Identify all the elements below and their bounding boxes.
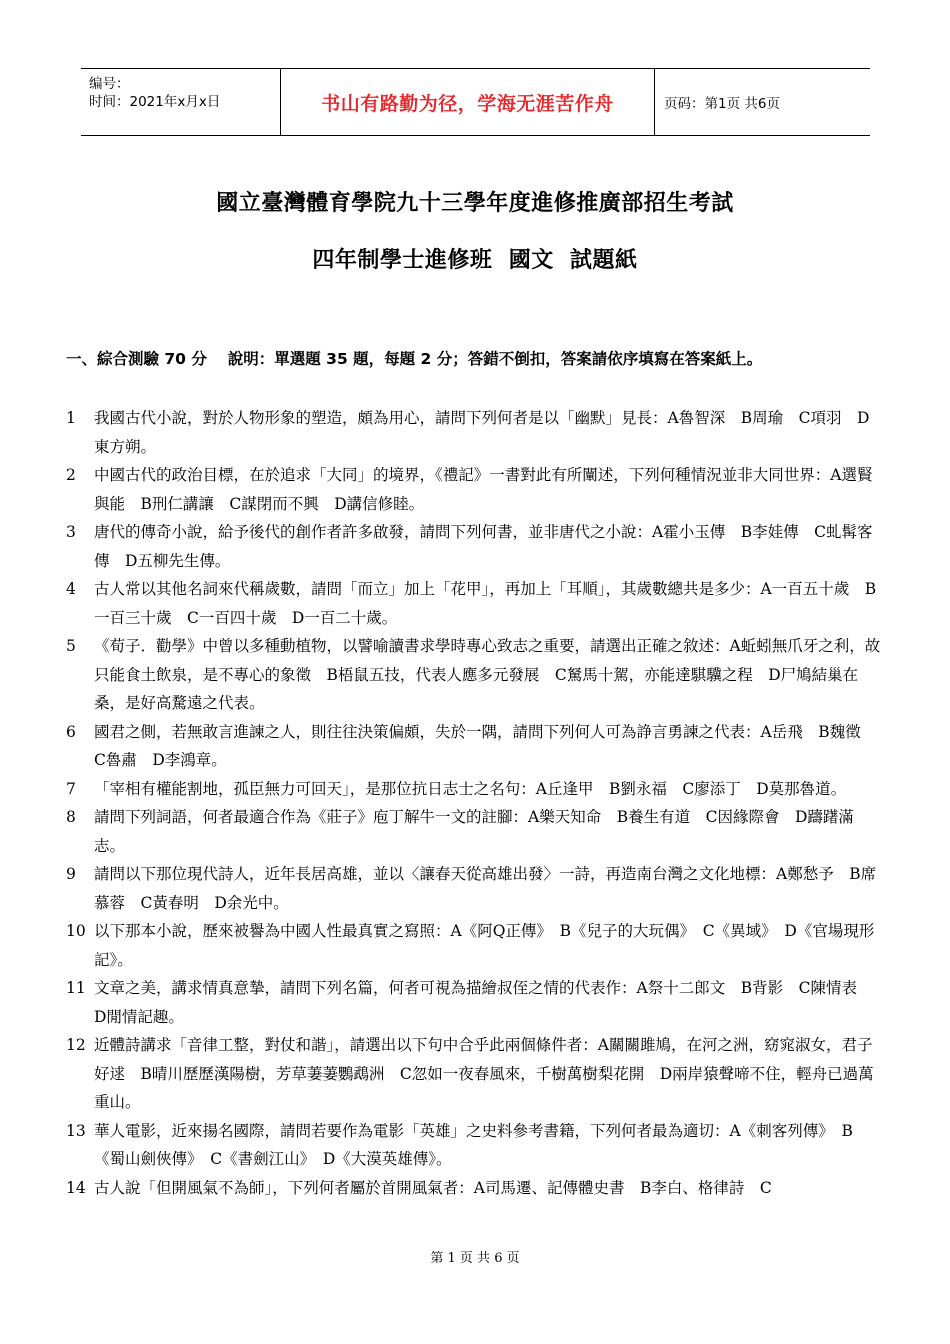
question-number: 11 xyxy=(66,979,86,997)
question-item xyxy=(66,632,882,718)
question-number: 5 xyxy=(66,637,76,655)
question-text: 請問以下那位現代詩人，近年長居高雄，並以〈讓春天從高雄出發〉一詩，再造南台灣之文化地標：A鄭愁予 B席慕蓉 C黃春明 D余光中。 xyxy=(94,865,877,912)
question-number: 8 xyxy=(66,808,76,826)
question-number: 1 xyxy=(66,409,76,427)
question-item xyxy=(66,518,882,575)
question-item xyxy=(66,775,882,804)
question-text: 近體詩講求「音律工整，對仗和諧」，請選出以下句中合乎此兩個條件者：A關關雎鳩，在河之洲，窈窕淑女，君子好逑 B晴川歷歷漢陽樹，芳草萋萋鸚鵡洲 C忽如一夜春風來，千樹萬樹梨花開 D兩岸猿聲啼不住，輕舟已過萬重山。 xyxy=(94,1036,874,1111)
question-item xyxy=(66,575,882,632)
question-number: 9 xyxy=(66,865,76,883)
question-text: 中國古代的政治目標，在於追求「大同」的境界，《禮記》一書對此有所闡述，下列何種情況並非大同世界：A選賢與能 B刑仁講讓 C謀閉而不興 D講信修睦。 xyxy=(94,466,873,513)
page-footer: 第 1 页 共 6 页 xyxy=(430,1251,520,1266)
question-text: 《荀子．勸學》中曾以多種動植物，以譬喻讀書求學時專心致志之重要，請選出正確之敘述：A蚯蚓無爪牙之利，故只能食土飲泉，是不專心的象徵 B梧鼠五技，代表人應多元發展 C駑馬十駕，亦能達騏驥之程 D尸鳩結巢在桑，是好高騖遠之代表。 xyxy=(94,637,881,712)
time-label: 时间：2021年x月x日 xyxy=(89,94,221,110)
question-text: 請問下列詞語，何者最適合作為《莊子》庖丁解牛一文的註腳：A樂天知命 B養生有道 C因緣際會 D躊躇滿志。 xyxy=(94,808,854,855)
exam-subtitle: 四年制學士進修班 國文 試題紙 xyxy=(312,248,638,273)
question-item xyxy=(66,1117,882,1174)
question-text: 「宰相有權能割地，孤臣無力可回天」，是那位抗日志士之名句：A丘逢甲 B劉永福 C廖添丁 D莫那魯道。 xyxy=(94,779,847,798)
question-item xyxy=(66,404,882,461)
question-text: 古人說「但開風氣不為師」，下列何者屬於首開風氣者：A司馬遷、記傳體史書 B李白、格律詩 C xyxy=(94,1178,772,1197)
question-item xyxy=(66,461,882,518)
question-number: 7 xyxy=(66,779,76,798)
question-list xyxy=(66,404,882,1202)
question-item xyxy=(66,803,882,860)
question-number: 6 xyxy=(66,722,76,741)
page-info: 页码：第1页 共6页 xyxy=(664,96,780,112)
header-table xyxy=(81,68,870,136)
question-text: 我國古代小說，對於人物形象的塑造，頗為用心，請問下列何者是以「幽默」見長：A魯智深 B周瑜 C項羽 D東方朔。 xyxy=(94,409,870,456)
question-text: 唐代的傳奇小說，給予後代的創作者許多啟發，請問下列何書，並非唐代之小說：A霍小玉傳 B李娃傳 C虬髯客傳 D五柳先生傳。 xyxy=(94,523,873,570)
question-number: 3 xyxy=(66,523,76,541)
question-number: 14 xyxy=(66,1178,86,1197)
header-left-cell xyxy=(81,69,281,135)
question-item xyxy=(66,974,882,1031)
question-number: 10 xyxy=(66,922,86,940)
question-text: 以下那本小說，歷來被譽為中國人性最真實之寫照：A《阿Q正傳》 B《兒子的大玩偶》 C《異域》 D《官場現形記》。 xyxy=(94,922,875,969)
question-number: 4 xyxy=(66,580,76,598)
exam-title: 國立臺灣體育學院九十三學年度進修推廣部招生考試 xyxy=(216,191,734,216)
section-heading: 一、綜合測驗 70 分 說明：單選題 35 題，每題 2 分；答錯不倒扣，答案請依序填寫在答案紙上。 xyxy=(66,350,763,368)
motto: 书山有路勤为径，学海无涯苦作舟 xyxy=(281,69,655,135)
question-number: 13 xyxy=(66,1121,86,1140)
question-item xyxy=(66,1031,882,1117)
question-item xyxy=(66,1174,882,1203)
question-text: 古人常以其他名詞來代稱歲數，請問「而立」加上「花甲」，再加上「耳順」，其歲數總共是多少：A一百五十歲 B一百三十歲 C一百四十歲 D一百二十歲。 xyxy=(94,580,877,627)
question-item xyxy=(66,917,882,974)
question-item xyxy=(66,718,882,775)
question-text: 國君之側，若無敢言進諫之人，則往往決策偏頗，失於一隅，請問下列何人可為諍言勇諫之代表：A岳飛 B魏徵 C魯肅 D李鴻章。 xyxy=(94,722,877,769)
question-item xyxy=(66,860,882,917)
question-number: 2 xyxy=(66,466,76,484)
number-label: 编号： xyxy=(89,76,130,92)
question-number: 12 xyxy=(66,1036,86,1054)
question-text: 文章之美，講求情真意摯，請問下列名篇，何者可視為描繪叔侄之情的代表作：A祭十二郎文 B背影 C陳情表 D閒情記趣。 xyxy=(94,979,873,1026)
question-text: 華人電影，近來揚名國際，請問若要作為電影「英雄」之史料參考書籍，下列何者最為適切：A《刺客列傳》 B《蜀山劍俠傳》 C《書劍江山》 D《大漠英雄傳》。 xyxy=(94,1121,853,1168)
